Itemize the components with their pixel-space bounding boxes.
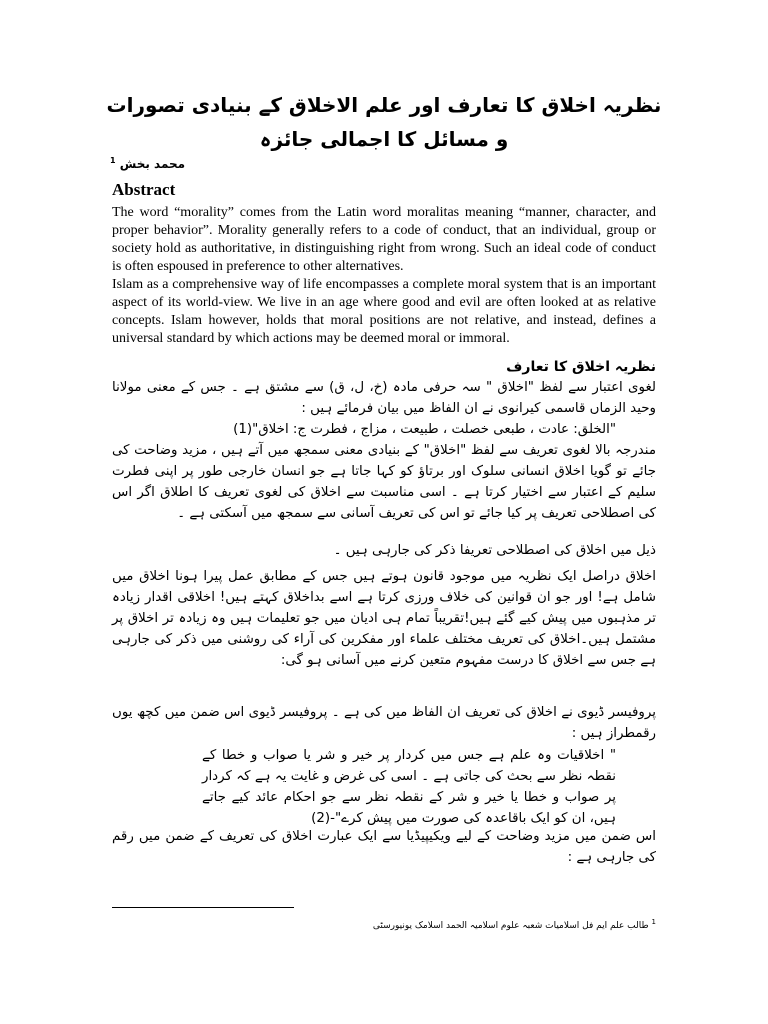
body-paragraph — [112, 826, 656, 868]
footnote-text: طالب علم ایم فل اسلامیات شعبہ علوم اسلامیہ الحمد اسلامک یونیورسٹی — [372, 921, 649, 931]
author-name-text: محمد بخش — [119, 157, 186, 171]
abstract-paragraph: The word “morality” comes from the Latin word moralitas meaning “manner, character, and proper behavior”. Morality generally refers to a code of conduct, that an individual, group or society hold as authoritative, in distinguishing right from wrong. Such an ideal code of conduct is often espoused in preference to other alternatives. — [112, 205, 656, 274]
author-name — [110, 152, 185, 173]
body-paragraph-text: اخلاق دراصل ایک نظریہ میں موجود قانون ہوتے ہیں جس کے مطابق عمل پیرا ہونا اخلاق میں شامل ہے! اور جو ان قوانین کی خلاف ورزی کرتا ہے اسے بداخلاق کہتے ہیں! اخلاقی اقدار زیادہ تر مذہبوں میں پیش کیے گئے ہیں!تقریباً تمام ہی ادیان میں جو تعلیمات ہیں وہ زیادہ تر اخلاق پر مشتمل ہیں۔اخلاق کی تعریف مختلف علماء اور مفکرین کی آراء کی روشنی میں ذکر کی جارہی ہے جس سے اخلاق کا درست مفہوم متعین کرنے میں آسانی ہو گی: — [112, 569, 656, 668]
quote-text: "الخلق: عادت ، طبعی خصلت ، طبیعت ، مزاج ، فطرت ج: اخلاق"(1) — [233, 422, 616, 437]
body-paragraph — [112, 540, 656, 561]
body-paragraph-text: پروفیسر ڈیوی نے اخلاق کی تعریف ان الفاظ میں کی ہے ۔ پروفیسر ڈیوی اس ضمن میں کچھ یوں رقمطراز ہیں : — [112, 705, 656, 741]
author-footnote-mark: 1 — [110, 156, 116, 165]
abstract-body — [112, 204, 656, 348]
section-heading: نظریہ اخلاق کا تعارف — [506, 359, 656, 375]
block-quote-text: " اخلاقیات وہ علم ہے جس میں کردار پر خیر و شر یا صواب و خطا کے نقطہ نظر سے بحث کی جاتی ہے ۔ اسی کی غرض و غایت یہ ہے کہ کردار پر صواب و خطا یا خیر و شر کے نقطہ نظر سے جو احکام عائد کیے جاتے ہیں، ان کو ایک باقاعدہ کی صورت میں پیش کرے"-(2) — [202, 748, 616, 826]
body-paragraph — [112, 377, 656, 419]
abstract-paragraph: Islam as a comprehensive way of life encompasses a complete moral system that is an important aspect of its world-view. We live in an age where good and evil are often looked at as relative concepts. Islam however, holds that moral positions are not relative, and instead, defines a universal standard by which actions may be deemed moral or immoral. — [112, 277, 656, 346]
body-paragraph — [112, 702, 656, 744]
body-paragraph-text: اس ضمن میں مزید وضاحت کے لیے ویکیپیڈیا سے ایک عبارت اخلاق کی تعریف کے ضمن میں رقم کی جارہی ہے : — [112, 829, 656, 865]
block-quote — [112, 745, 656, 829]
body-paragraph — [112, 566, 656, 671]
body-paragraph — [112, 440, 656, 524]
footnote-divider — [112, 907, 294, 908]
body-paragraph-text: مندرجہ بالا لغوی تعریف سے لفظ "اخلاق" کے بنیادی معنی سمجھ میں آتے ہیں ، مزید وضاحت کی جائے تو گویا اخلاق انسانی سلوک اور برتاؤ کو کہا جاتا ہے جو انسان خارجی طور پر اپنی فطرت سلیم کے اعتبار سے اختیار کرتا ہے ۔ اسی مناسبت سے اخلاق کی لغوی تعریف کا اطلاق اگر اس کی اصطلاحی تعریف پر کیا جائے تو اس کی تعریف آسانی سے سمجھ میں آسکتی ہے ۔ — [112, 443, 656, 521]
footnote — [112, 915, 656, 933]
body-paragraph-text: لغوی اعتبار سے لفظ "اخلاق " سہ حرفی مادہ (خ، ل، ق) سے مشتق ہے ۔ جس کے معنی مولانا وحید الزماں قاسمی کیرانوی نے ان الفاظ میں بیان فرمائے ہیں : — [112, 380, 656, 416]
abstract-heading: Abstract — [112, 180, 176, 199]
body-paragraph-text: ذیل میں اخلاق کی اصطلاحی تعریفا ذکر کی جارہی ہیں ۔ — [333, 543, 656, 558]
footnote-mark: 1 — [651, 918, 656, 926]
quote-paragraph — [112, 419, 656, 440]
page-title: نظریہ اخلاق کا تعارف اور علم الاخلاق کے بنیادی تصورات و مسائل کا اجمالی جائزہ — [106, 93, 662, 151]
